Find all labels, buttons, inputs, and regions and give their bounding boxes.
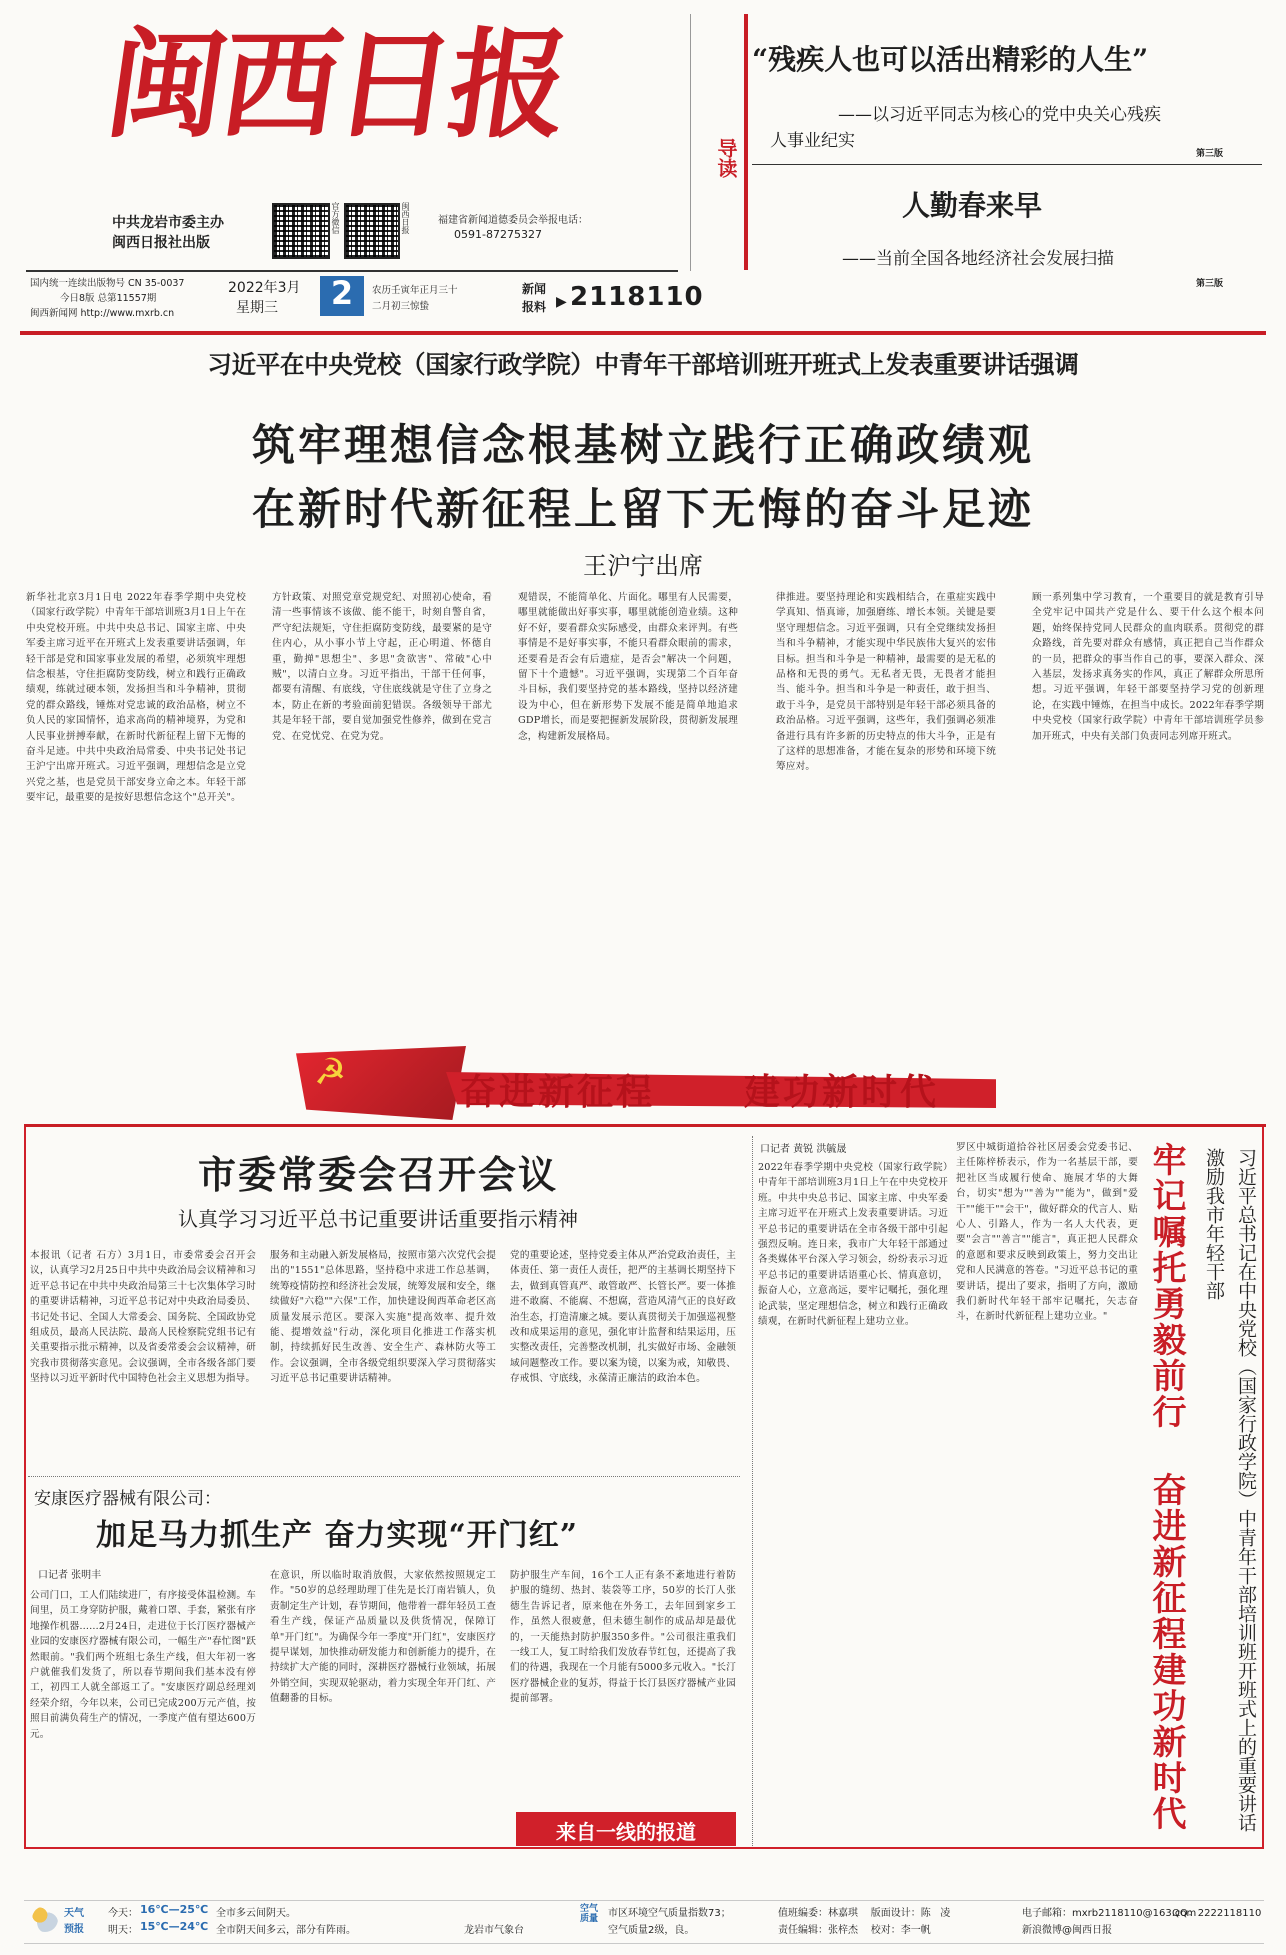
lunar-date-1: 农历壬寅年正月三十 bbox=[372, 285, 458, 296]
cloud-sun-icon bbox=[32, 1906, 58, 1932]
contact-qq: QQ：2222118110 bbox=[1172, 1908, 1262, 1919]
meeting-column-3: 党的重要论述，坚持党委主体从严治党政治责任，主体责任、第一责任人责任，把严的主基调长期坚持下去，做到真管真严、敢管敢严、长管长严。要一体推进不敢腐、不能腐、不想腐，营造风清气正的良好政治生态，打造清廉之城。要认真贯彻关于加强巡视整改和成果运用的意见，强化审计监督和结果运用，压实整改责任，完善整改机制，扎实做好市场、金融领域问题整改工作。要以案为镜，以案为戒，知敬畏、存戒惧、守底线，永葆清正廉洁的政治本色。 bbox=[510, 1250, 736, 1385]
wechat-qr-code bbox=[272, 203, 330, 259]
news-hotline-number: 2118110 bbox=[570, 282, 704, 312]
air-quality-label: 空气质量 bbox=[580, 1904, 599, 1924]
tomorrow-temperature: 15℃—24℃ bbox=[140, 1920, 209, 1933]
meeting-column-2: 服务和主动融入新发展格局，按照市第六次党代会提出的"1551"总体思路，坚持稳中求进工作总基调，统筹疫情防控和经济社会发展，统筹发展和安全，继续做好"六稳""六保"工作，加快建设闽西革命老区高质量发展示范区。要深入实施"提高效率、提升效能、提增效益"行动，深化项目化推进工作落实机制，持续抓好民生改善、安全生产、森林防火等工作。会议强调，全市各级党组织要深入学习贯彻落实习近平总书记重要讲话精神。 bbox=[270, 1250, 496, 1385]
issue-number: 今日8版 总第11557期 bbox=[60, 293, 157, 304]
forecast-label: 预报 bbox=[64, 1924, 84, 1935]
lunar-date-2: 二月初三惊蛰 bbox=[372, 301, 430, 312]
lead-column-1: 新华社北京3月1日电 2022年春季学期中央党校（国家行政学院）中青年干部培训班3月1日上午在中央党校开班。中共中央总书记、国家主席、中央军委主席习近平在开班式上发表重要讲话强调，年轻干部是党和国家事业发展的希望，必须筑牢理想信念根基，守住拒腐防变防线，树立和践行正确政绩观，练就过硬本领，发扬担当和斗争精神，贯彻党的群众路线，锤炼对党忠诚的政治品格，树立不负人民的家国情怀，追求高尚的精神境界，为党和人民事业拼搏奉献，在新时代新征程上留下无悔的奋斗足迹。中共中央政治局常委、中央书记处书记王沪宁出席开班式。习近平强调，理想信念是立党兴党之基，也是党员干部安身立命之本。年轻干部要牢记，最重要的是按好思想信念这个"总开关"。 bbox=[26, 592, 246, 804]
guide-item-2-title[interactable]: 人勤春来早 bbox=[902, 189, 1043, 222]
masthead-rule bbox=[26, 270, 678, 272]
issue-year-month: 2022年3月 bbox=[228, 280, 301, 296]
commentary-byline: 口记者 黄锐 洪毓晟 bbox=[760, 1144, 847, 1155]
guide-item-1-page: 第三版 bbox=[1196, 149, 1224, 159]
company-column-1: 公司门口，工人们陆续进厂，有序接受体温检测。车间里，员工身穿防护服，戴着口罩、手套，紧张有序地操作机器……2月24日，走进位于长汀医疗器械产业园的安康医疗器械有限公司，一幅生产"春忙图"跃然眼前。"我们两个班组七条生产线，但大年初一客户就催我们发货了，所以春节期间我们基本没有停工，初四工人就全部返工了。"安康医疗副总经理刘经荣介绍，今年以来，公司已完成200万元产值，按照目前满负荷生产的情况，一季度产值有望达600万元。 bbox=[30, 1590, 256, 1740]
hotline-label-1: 新闻 bbox=[522, 282, 547, 296]
guide-divider bbox=[752, 164, 1262, 165]
hammer-sickle-icon: ☭ bbox=[314, 1052, 347, 1093]
issue-weekday: 星期三 bbox=[236, 300, 278, 316]
guide-item-2-page: 第三版 bbox=[1196, 279, 1224, 289]
lower-section-frame bbox=[24, 1127, 1264, 1849]
website: 闽西新闻网 http://www.mxrb.cn bbox=[30, 308, 175, 319]
today-temperature: 16℃—25℃ bbox=[140, 1903, 209, 1916]
responsible-editors: 责任编辑：张梓杰 校对：李一帆 bbox=[778, 1925, 931, 1936]
guide-item-1-subtitle-1: ——以习近平同志为核心的党中央关心残疾 bbox=[838, 105, 1161, 125]
lead-headline-1[interactable]: 筑牢理想信念根基树立践行正确政绩观 bbox=[252, 421, 1034, 471]
company-column-3: 防护服生产车间，16个工人正有条不紊地进行着防护服的缝纫、热封、装袋等工序，50岁的长汀人张德生告诉记者，原来他在外务工，去年回到家乡工作，虽然人很疲惫，但未德生制作的成品却是最优的，一天能热封防护服350多件。"公司很注重我们一线工人，复工时给我们发放春节红包，还提高了我们的待遇，我现在一个月能有5000多元收入。"长汀医疗器械企业的复苏，得益于长汀县医疗器械产业园提前部署。 bbox=[510, 1570, 736, 1705]
weather-issuer: 龙岩市气象台 bbox=[464, 1925, 524, 1936]
hotline-label-2: 报料 bbox=[522, 300, 547, 314]
company-byline: 口记者 张明丰 bbox=[38, 1570, 102, 1581]
lead-column-3: 观错误，不能简单化、片面化。哪里有人民需要，哪里就能做出好事实事，哪里就能创造业绩。这种好不好，要看群众实际感受，由群众来评判。有些事情是不是好事实事，不能只看群众眼前的需求，还要看是否会有后遗症，是否会"解决一个问题，留下十个遗憾"。习近平强调，实现第二个百年奋斗目标，我们要坚持党的基本路线，坚持以经济建设为中心，但在新形势下发展不能是简单地追求GDP增长，而是要把握新发展阶段，贯彻新发展理念，构建新发展格局。 bbox=[518, 592, 738, 742]
guide-item-1-subtitle-2: 人事业纪实 bbox=[770, 131, 855, 151]
app-qr-code bbox=[344, 203, 400, 259]
qr-caption-2: 闽西日报 bbox=[401, 202, 410, 234]
guide-item-2-subtitle: ——当前全国各地经济社会发展扫描 bbox=[842, 249, 1114, 269]
guide-label: 导读 bbox=[714, 138, 738, 178]
air-quality-index: 市区环境空气质量指数73； bbox=[608, 1908, 731, 1919]
phone-icon: ▶ bbox=[556, 294, 567, 310]
tomorrow-label: 明天： bbox=[108, 1925, 138, 1936]
today-weather: 全市多云间阴天。 bbox=[216, 1908, 296, 1919]
contact-email[interactable]: 电子邮箱：mxrb2118110@163.com bbox=[1022, 1908, 1197, 1919]
company-kicker: 安康医疗器械有限公司： bbox=[34, 1489, 221, 1509]
lead-kicker: 习近平在中央党校（国家行政学院）中青年干部培训班开班式上发表重要讲话强调 bbox=[207, 350, 1079, 379]
air-quality-level: 空气质量2级，良。 bbox=[608, 1925, 695, 1936]
registration-number: 国内统一连续出版物号 CN 35-0037 bbox=[30, 278, 185, 289]
meeting-column-1: 本报讯（记者 石方）3月1日，市委常委会召开会议，认真学习2月25日中共中央政治局会议精神和习近平总书记在中共中央政治局第三十七次集体学习时的重要讲话精神，习近平总书记对中央政治局委员、书记处书记、全国人大常委会、国务院、全国政协党组成员，最高人民法院、最高人民检察院党组书记有关重要指示批示精神，以及省委常委会会议精神，研究我市贯彻落实意见。会议强调，全市各级各部门要坚持以习近平新时代中国特色社会主义思想为指导。 bbox=[30, 1250, 256, 1385]
qr-caption-1: 官方微信 bbox=[331, 202, 340, 234]
duty-editors: 值班编委：林嘉琪 版面设计：陈 凌 bbox=[778, 1908, 951, 1919]
lead-headline-2[interactable]: 在新时代新征程上留下无悔的奋斗足迹 bbox=[252, 485, 1034, 535]
company-headline[interactable]: 加足马力抓生产 奋力实现“开门红” bbox=[96, 1518, 578, 1553]
newspaper-logo: 闽西日报 bbox=[98, 15, 574, 154]
lead-column-2: 方针政策、对照党章党规党纪、对照初心使命，看清一些事情该不该做、能不能干，时刻自警自省，严守纪法规矩，守住拒腐防变防线，最要紧的是守住内心，从小事小节上守起，正心明道、怀德自重，勤掸"思想尘"、多思"贪欲害"、常破"心中贼"，以清白立身。习近平指出，干部干任何事，都要有清醒、有底线，守住底线就是守住了立身之本，防止在新的考验面前犯错误。各级领导干部尤其是年轻干部，要自觉加强党性修养，做到在党言党、在党忧党、在党为党。 bbox=[272, 592, 492, 742]
firstline-label: 来自一线的报道 bbox=[556, 1820, 696, 1844]
banner-slogan-right: 建功新时代 bbox=[744, 1071, 940, 1113]
banner-slogan-left: 奋进新征程 bbox=[460, 1071, 656, 1113]
weather-label: 天气 bbox=[64, 1908, 84, 1919]
lead-column-5: 顾一系列集中学习教育，一个重要目的就是教育引导全党牢记中国共产党是什么、要干什么这个根本问题，始终保持党同人民群众的血肉联系。贯彻党的群众路线，首先要对群众有感情，真正把自己当作群众的一员，把群众的事当作自己的事，要深入群众、深入基层，发扬求真务实的作风，真正了解群众所思所想。习近平强调，年轻干部要坚持学习党的创新理论，在实践中锤炼，在担当中成长。2022年春季学期中央党校（国家行政学院）中青年干部培训班学员参加开班式，中央有关部门负责同志列席开班式。 bbox=[1032, 592, 1264, 742]
masthead bbox=[0, 0, 1286, 325]
company-column-2: 在意识，所以临时取消放假，大家依然按照规定工作。"50岁的总经理助理丁佳先是长汀南岩镇人，负责制定生产计划，春节期间，他带着一群年轻员工查看生产线，保证产品质量以及供货情况，保障订单"开门红"。为确保今年一季度"开门红"，安康医疗提早谋划，加快推动研发能力和创新能力的提升，在持续扩大产能的同时，深耕医疗器械行业领域，拓展外销空间，实现双轮驱动，着力实现全年开门红、产值翻番的目标。 bbox=[270, 1570, 496, 1705]
ethics-hotline-label: 福建省新闻道德委员会举报电话： bbox=[438, 215, 588, 226]
commentary-subtitle: 习近平总书记在中央党校（国家行政学院）中青年干部培训班开班式上的重要讲话激励我市年轻干部 bbox=[1203, 1148, 1257, 1832]
commentary-column-2: 罗区中城街道拾谷社区居委会党委书记、主任陈梓桥表示，作为一名基层干部，要把社区当成履行使命、施展才华的大舞台，切实"想为""善为""能为"，做到"爱干""能干""会干"，做好群众的代言人、贴心人、引路人，作为一名人大代表，更要"会言""善言""能言"，真正把人民群众的意愿和要求反映到政策上，努力交出让党和人民满意的答卷。"习近平总书记的重要讲话，提出了要求，指明了方向，激励我们新时代年轻干部牢记嘱托，矢志奋斗，在新时代新征程上建功立业。" bbox=[956, 1142, 1138, 1323]
commentary-column-1: 2022年春季学期中央党校（国家行政学院）中青年干部培训班3月1日上午在中央党校开班。中共中央总书记、国家主席、中央军委主席习近平在开班式上发表重要讲话。习近平总书记的重要讲话在全市各级干部中引起强烈反响。连日来，我市广大年轻干部通过各类媒体平台深入学习领会，纷纷表示习近平总书记的重要讲话语重心长、情真意切，振奋人心，立意高远，要牢记嘱托，强化理论武装，坚定理想信念，树立和践行正确政绩观，在新时代新征程上建功立业。 bbox=[758, 1162, 948, 1328]
tomorrow-weather: 全市阴天间多云，部分有阵雨。 bbox=[216, 1925, 356, 1936]
sponsor-line-2: 闽西日报社出版 bbox=[112, 235, 210, 251]
ethics-hotline-number: 0591-87275327 bbox=[454, 228, 542, 241]
meeting-headline[interactable]: 市委常委会召开会议 bbox=[197, 1152, 558, 1197]
today-label: 今天： bbox=[108, 1908, 138, 1919]
meeting-subhead: 认真学习习近平总书记重要讲话重要指示精神 bbox=[178, 1207, 578, 1231]
guide-item-1-title[interactable]: “残疾人也可以活出精彩的人生” bbox=[752, 43, 1149, 76]
lead-column-4: 律推进。要坚持理论和实践相结合，在重症实践中学真知、悟真谛，加强磨练、增长本领。关键是要坚守理想信念。习近平强调，只有全党继续发扬担当和斗争精神，才能实现中华民族伟大复兴的宏伟目标。担当和斗争是一种精神，最需要的是无私的品格和无畏的勇气。无私者无畏，无畏者才能担当、能斗争。担当和斗争是一种责任，敢于担当、敢于斗争，是党员干部特别是年轻干部必须具备的政治品格。习近平强调，这些年，我们强调必须准备进行具有许多新的历史特点的伟大斗争，正是有了这样的思想准备，才能在复杂的形势和环境下统筹应对。 bbox=[776, 592, 996, 773]
issue-day: 2 bbox=[330, 274, 354, 312]
guide-red-bar bbox=[744, 14, 748, 270]
lead-subhead: 王沪宁出席 bbox=[583, 552, 703, 580]
sponsor-line-1: 中共龙岩市委主办 bbox=[112, 215, 224, 231]
commentary-headline[interactable]: 牢记嘱托勇毅前行 奋进新征程建功新时代 bbox=[1146, 1142, 1186, 1832]
header-red-rule bbox=[20, 331, 1266, 335]
weibo-account[interactable]: 新浪微博@闽西日报 bbox=[1022, 1925, 1112, 1936]
